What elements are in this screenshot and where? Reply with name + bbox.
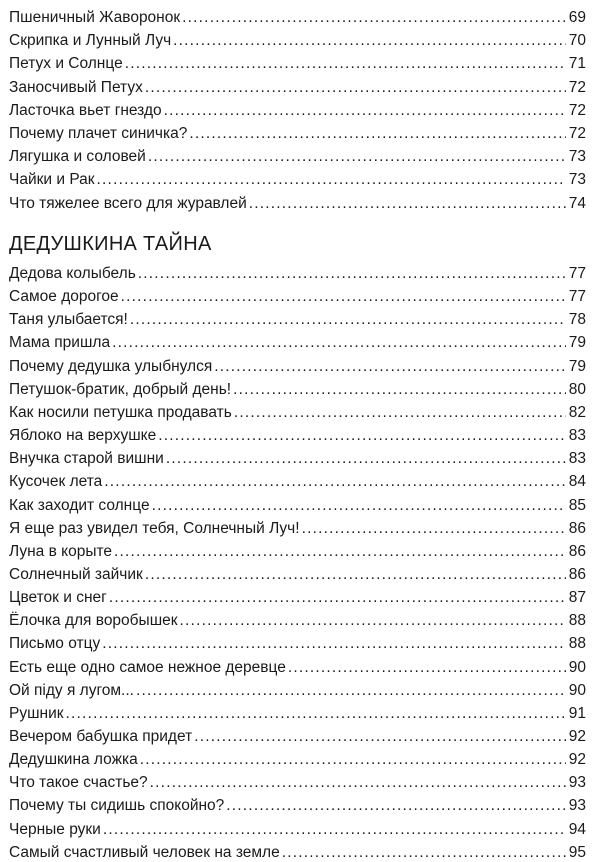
toc-entry-title: Почему дедушка улыбнулся	[9, 357, 213, 375]
toc-entry[interactable]	[9, 537, 586, 561]
toc-entry-page-number: 72	[568, 101, 586, 119]
toc-entry-page-number: 92	[568, 751, 586, 769]
toc-entry[interactable]	[9, 375, 586, 399]
dot-leader	[226, 797, 566, 815]
toc-entry-title: Почему плачет синичка?	[9, 125, 188, 142]
toc-entry[interactable]	[9, 467, 586, 491]
toc-entry[interactable]	[9, 699, 586, 723]
toc-entry-title: Таня улыбается!	[9, 311, 128, 329]
toc-entry-title: Яблоко на верхушке	[9, 427, 157, 445]
toc-entry[interactable]	[9, 305, 586, 329]
dot-leader	[114, 543, 566, 561]
toc-entry-title: Цветок и снег	[9, 589, 107, 607]
toc-entry[interactable]	[9, 583, 586, 607]
toc-entry[interactable]	[9, 352, 586, 376]
dot-leader	[97, 171, 566, 189]
toc-entry[interactable]	[9, 768, 586, 792]
toc-entry-title: Лягушка и соловей	[9, 148, 146, 166]
toc-entry-page-number: 86	[568, 565, 586, 583]
toc-entry-page-number: 71	[568, 55, 586, 73]
dot-leader	[112, 334, 566, 352]
toc-entry[interactable]	[9, 26, 586, 50]
toc-entry-page-number: 86	[568, 542, 586, 560]
toc-entry[interactable]	[9, 421, 586, 445]
toc-entry[interactable]	[9, 491, 586, 515]
toc-entry[interactable]	[9, 282, 586, 306]
dot-leader	[249, 195, 566, 213]
toc-entry-page-number: 78	[568, 311, 586, 329]
toc-entry[interactable]	[9, 676, 586, 700]
toc-entry-page-number: 91	[568, 704, 586, 722]
toc-entry-page-number: 95	[568, 843, 586, 861]
section-heading: ДЕДУШКИНА ТАЙНА	[9, 233, 212, 255]
toc-entry-title: Самое дорогое	[9, 288, 119, 306]
toc-entry-page-number: 69	[568, 9, 586, 26]
dot-leader	[121, 288, 566, 306]
toc-entry-title: Внучка старой вишни	[9, 450, 164, 468]
dot-leader	[182, 9, 566, 27]
toc-entry-title: Почему ты сидишь спокойно?	[9, 797, 225, 815]
dot-leader	[140, 751, 566, 769]
dot-leader	[145, 79, 566, 97]
toc-entry-page-number: 93	[568, 797, 586, 815]
dot-leader	[138, 265, 566, 283]
toc-entry-page-number: 86	[568, 519, 586, 537]
toc-entry-title: Пшеничный Жаворонок	[9, 9, 181, 26]
dot-leader	[194, 728, 566, 746]
toc-entry-page-number: 73	[568, 171, 586, 189]
toc-entry-title: Петушок-братик, добрый день!	[9, 380, 232, 398]
toc-entry-title: Самый счастливый человек на земле	[9, 843, 280, 861]
dot-leader	[109, 589, 566, 607]
toc-entry-page-number: 83	[568, 450, 586, 468]
toc-entry[interactable]	[9, 629, 586, 653]
toc-entry[interactable]	[9, 3, 586, 27]
toc-entry-page-number: 79	[568, 334, 586, 352]
toc-entry-title: Вечером бабушка придет	[9, 728, 193, 745]
toc-entry-title: Дедушкина ложка	[9, 751, 138, 769]
toc-entry-page-number: 77	[568, 265, 586, 282]
toc-entry-title: Солнечный зайчик	[9, 565, 143, 583]
toc-entry-page-number: 77	[568, 288, 586, 306]
toc-entry[interactable]	[9, 165, 586, 189]
toc-entry-page-number: 72	[568, 78, 586, 96]
toc-entry[interactable]	[9, 73, 586, 97]
dot-leader	[173, 32, 566, 50]
dot-leader	[158, 427, 566, 445]
toc-entry[interactable]	[9, 49, 586, 73]
dot-leader	[103, 821, 566, 839]
toc-entry-title: Луна в корыте	[9, 542, 113, 560]
toc-entry-title: Что тяжелее всего для журавлей	[9, 194, 247, 212]
toc-entry-title: Письмо отцу	[9, 635, 101, 653]
toc-entry[interactable]	[9, 560, 586, 584]
dot-leader	[180, 612, 566, 630]
toc-entry-page-number: 84	[568, 473, 586, 491]
dot-leader	[282, 844, 566, 862]
toc-entry-title: Заносчивый Петух	[9, 78, 143, 96]
toc-entry[interactable]	[9, 514, 586, 538]
dot-leader	[234, 404, 566, 422]
toc-entry[interactable]	[9, 119, 586, 143]
toc-entry-title: Ласточка вьет гнездо	[9, 101, 162, 119]
dot-leader	[152, 497, 566, 515]
toc-entry-page-number: 70	[568, 32, 586, 50]
toc-entry-page-number: 73	[568, 148, 586, 166]
toc-entry-title: Дедова колыбель	[9, 265, 136, 282]
toc-entry-page-number: 90	[568, 658, 586, 676]
toc-entry[interactable]	[9, 815, 586, 839]
toc-entry-title: Рушник	[9, 704, 64, 722]
dot-leader	[164, 102, 566, 120]
dot-leader	[166, 450, 566, 468]
toc-entry-title: Чайки и Рак	[9, 171, 95, 189]
toc-entry-page-number: 90	[568, 681, 586, 699]
toc-entry[interactable]	[9, 745, 586, 769]
toc-entry-page-number: 74	[568, 194, 586, 212]
toc-entry-title: Мама пришла	[9, 334, 111, 352]
toc-entry-title: Как носили петушка продавать	[9, 403, 232, 421]
toc-entry-title: Кусочек лета	[9, 473, 103, 491]
toc-entry-page-number: 94	[568, 820, 586, 838]
dot-leader	[102, 635, 566, 653]
toc-entry-title: Ёлочка для воробышек	[9, 612, 178, 630]
toc-entry[interactable]	[9, 189, 586, 213]
dot-leader	[288, 659, 566, 677]
toc-entry-page-number: 83	[568, 427, 586, 445]
toc-entry-title: Что такое счастье?	[9, 774, 148, 792]
dot-leader	[302, 520, 566, 538]
dot-leader	[136, 682, 566, 700]
toc-entry[interactable]	[9, 328, 586, 352]
toc-entry-page-number: 79	[568, 357, 586, 375]
toc-entry-page-number: 82	[568, 403, 586, 421]
toc-entry-title: Петух и Солнце	[9, 55, 123, 73]
dot-leader	[130, 311, 566, 329]
toc-entry-page-number: 85	[568, 496, 586, 514]
dot-leader	[189, 125, 566, 143]
dot-leader	[214, 358, 566, 376]
toc-entry[interactable]	[9, 96, 586, 120]
toc-entry-title: Скрипка и Лунный Луч	[9, 32, 172, 50]
toc-entry[interactable]	[9, 791, 586, 815]
toc-entry-page-number: 72	[568, 125, 586, 142]
toc-entry-page-number: 93	[568, 774, 586, 792]
dot-leader	[150, 774, 566, 792]
toc-entry-title: Черные руки	[9, 820, 101, 838]
toc-entry-title: Ой піду я лугом...	[9, 681, 134, 699]
toc-entry-page-number: 87	[568, 589, 586, 607]
toc-entry[interactable]	[9, 838, 586, 862]
toc-entry[interactable]	[9, 398, 586, 422]
dot-leader	[104, 473, 566, 491]
dot-leader	[66, 705, 566, 723]
dot-leader	[148, 148, 566, 166]
toc-entry-title: Есть еще одно самое нежное деревце	[9, 658, 286, 676]
toc-entry[interactable]	[9, 653, 586, 677]
toc-entry[interactable]	[9, 722, 586, 746]
toc-entry-title: Как заходит солнце	[9, 496, 150, 514]
dot-leader	[125, 55, 566, 73]
toc-entry[interactable]	[9, 444, 586, 468]
toc-entry[interactable]	[9, 142, 586, 166]
toc-entry[interactable]	[9, 259, 586, 283]
dot-leader	[145, 566, 566, 584]
toc-entry-page-number: 88	[568, 635, 586, 653]
toc-entry-page-number: 92	[568, 728, 586, 745]
toc-entry[interactable]	[9, 606, 586, 630]
toc-entry-page-number: 80	[568, 380, 586, 398]
toc-entry-title: Я еще раз увидел тебя, Солнечный Луч!	[9, 519, 300, 537]
dot-leader	[233, 381, 566, 399]
toc-entry-page-number: 88	[568, 612, 586, 630]
